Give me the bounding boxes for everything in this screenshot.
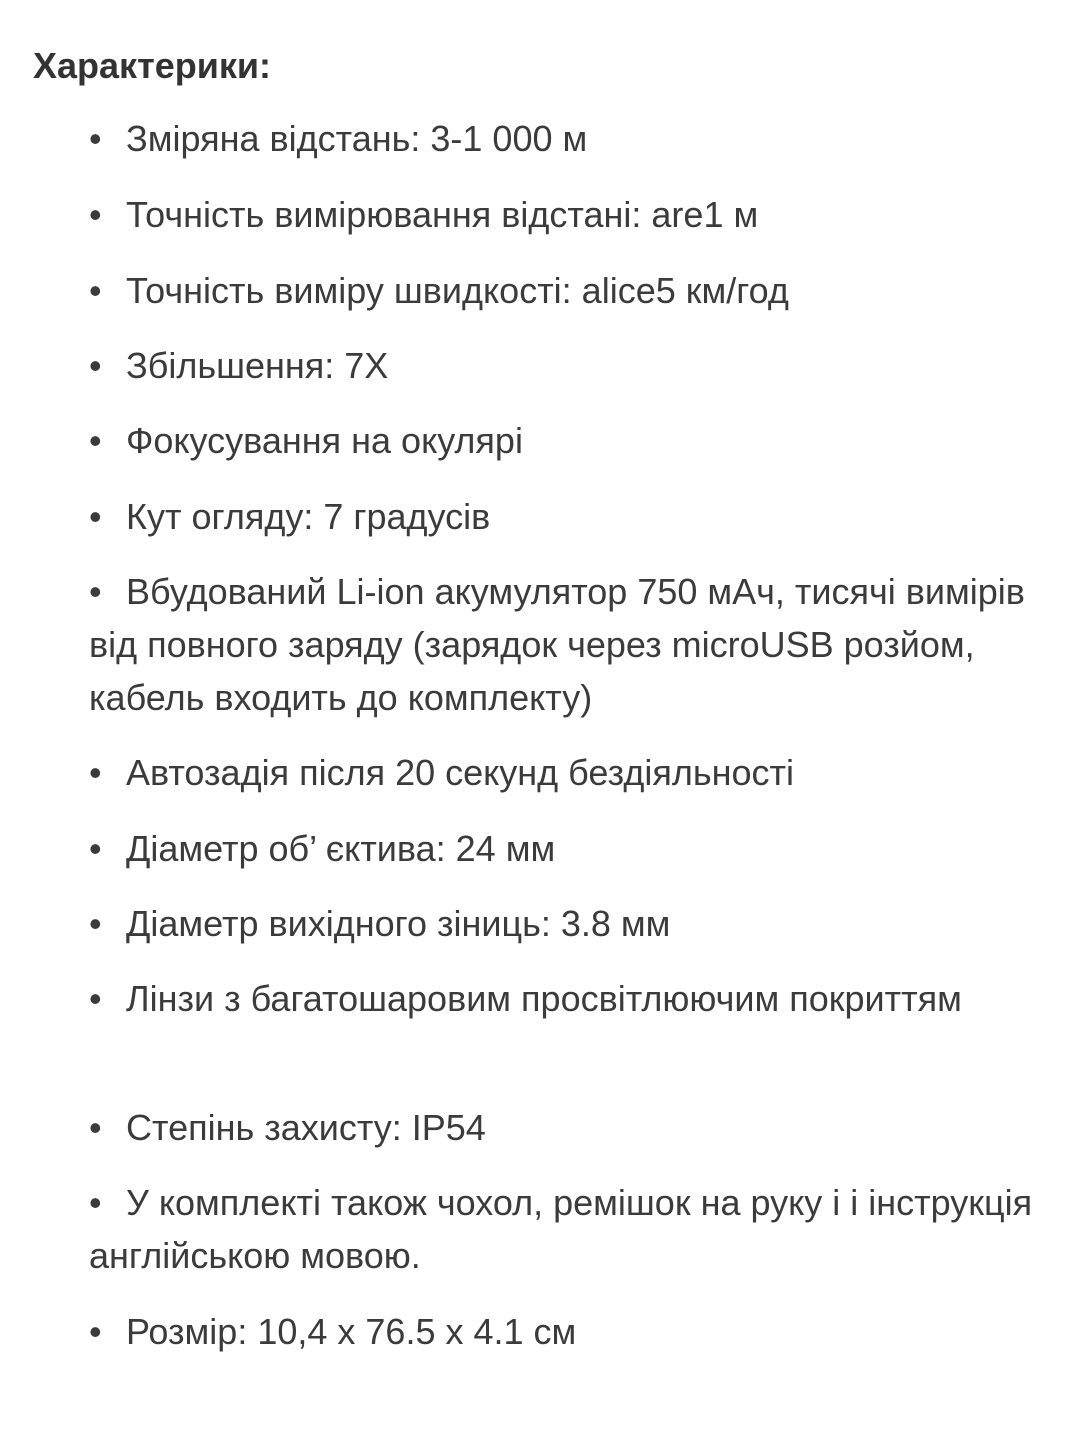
bullet-icon: •: [89, 1311, 102, 1352]
specs-heading: Характерики:: [33, 45, 271, 86]
bullet-icon: •: [89, 118, 102, 159]
list-item-text: Розмір: 10,4 x 76.5 x 4.1 см: [126, 1311, 577, 1352]
list-item-text: Кут огляду: 7 градусів: [126, 496, 491, 537]
list-item-text: У комплекті також чохол, ремішок на руку і і інструкція англійською мовою.: [89, 1182, 1033, 1276]
bullet-icon: •: [89, 496, 102, 537]
list-item-text: Фокусування на окулярі: [126, 420, 523, 461]
list-item: [89, 746, 1049, 799]
list-item: [89, 1101, 1049, 1154]
list-item: [89, 490, 1049, 543]
list-item: [89, 188, 1049, 241]
bullet-icon: •: [89, 420, 102, 461]
bullet-icon: •: [89, 345, 102, 386]
bullet-icon: •: [89, 903, 102, 944]
bullet-icon: •: [89, 1107, 102, 1148]
bullet-icon: •: [89, 571, 102, 612]
bullet-icon: •: [89, 828, 102, 869]
list-item: [89, 565, 1049, 724]
list-item: [89, 112, 1049, 165]
bullet-icon: •: [89, 978, 102, 1019]
list-item-text: Степінь захисту: IP54: [126, 1107, 486, 1148]
list-item-text: Зміряна відстань: 3-1 000 м: [126, 118, 588, 159]
bullet-icon: •: [89, 194, 102, 235]
list-item-text: Діаметр вихідного зіниць: 3.8 мм: [126, 903, 671, 944]
list-item-text: Збільшення: 7X: [126, 345, 389, 386]
list-item: [89, 1176, 1049, 1282]
list-item: [89, 897, 1049, 950]
list-item-text: Автозадія після 20 секунд бездіяльності: [126, 752, 794, 793]
list-item-text: Точність виміру швидкості: alice5 км/год: [126, 270, 789, 311]
list-item: [89, 339, 1049, 392]
list-item: [89, 822, 1049, 875]
bullet-icon: •: [89, 270, 102, 311]
list-item: [89, 264, 1049, 317]
bullet-icon: •: [89, 1182, 102, 1223]
list-item: [89, 414, 1049, 467]
list-item-text: Лінзи з багатошаровим просвітлюючим покриттям: [126, 978, 962, 1019]
list-item-text: Діаметр об’ єктива: 24 мм: [126, 828, 556, 869]
list-item-text: Точність вимірювання відстані: are1 м: [126, 194, 759, 235]
bullet-icon: •: [89, 752, 102, 793]
list-item: [89, 972, 1049, 1025]
list-item: [89, 1305, 1049, 1358]
list-item-text: Вбудований Li-ion акумулятор 750 мАч, тисячі вимірів від повного заряду (зарядок через microUSB розйом, кабель входить до комплекту): [89, 571, 1025, 718]
